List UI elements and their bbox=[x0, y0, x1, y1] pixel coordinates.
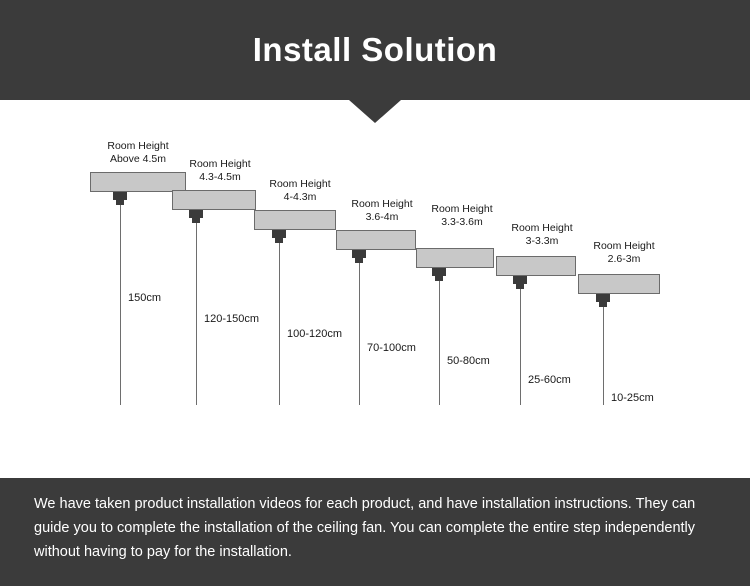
room-height-label: Room Height 3.3-3.6m bbox=[431, 203, 493, 228]
fan-mount-bracket bbox=[352, 250, 366, 258]
drop-length-label: 120-150cm bbox=[204, 313, 260, 325]
ceiling-slab bbox=[578, 274, 660, 294]
downrod bbox=[359, 263, 360, 405]
drop-length-label: 25-60cm bbox=[528, 374, 571, 386]
fan-mount-bracket bbox=[113, 192, 127, 200]
room-height-label: Room Height 3-3.3m bbox=[511, 222, 573, 247]
drop-length-label: 150cm bbox=[128, 292, 162, 304]
drop-length-label: 70-100cm bbox=[367, 342, 416, 354]
downrod bbox=[279, 243, 280, 405]
fan-mount-bracket bbox=[189, 210, 203, 218]
footer-description: We have taken product installation videos for each product, and have installation instructions. They can guide you to complete the installation of the ceiling fan. You can complete the entire step independently without having to pay for the installation. bbox=[34, 496, 696, 560]
ceiling-slab bbox=[336, 230, 416, 250]
drop-length-label: 10-25cm bbox=[611, 392, 654, 404]
header-banner bbox=[0, 0, 750, 100]
installation-height-diagram bbox=[0, 110, 750, 470]
downrod bbox=[196, 223, 197, 405]
footer-banner bbox=[0, 478, 750, 586]
fan-mount-bracket bbox=[596, 294, 610, 302]
ceiling-slab bbox=[416, 248, 494, 268]
room-height-label: Room Height 4-4.3m bbox=[269, 178, 331, 203]
downrod bbox=[603, 307, 604, 405]
room-height-label: Room Height Above 4.5m bbox=[107, 140, 169, 165]
downrod bbox=[520, 289, 521, 405]
ceiling-slab bbox=[496, 256, 576, 276]
fan-mount-bracket bbox=[432, 268, 446, 276]
ceiling-slab bbox=[254, 210, 336, 230]
drop-length-label: 50-80cm bbox=[447, 355, 490, 367]
room-height-label: Room Height 3.6-4m bbox=[351, 198, 413, 223]
downrod bbox=[439, 281, 440, 405]
room-height-label: Room Height 4.3-4.5m bbox=[189, 158, 251, 183]
drop-length-label: 100-120cm bbox=[287, 328, 343, 340]
page-title: Install Solution bbox=[252, 31, 498, 68]
ceiling-slab bbox=[172, 190, 256, 210]
room-height-label: Room Height 2.6-3m bbox=[593, 240, 655, 265]
fan-mount-bracket bbox=[272, 230, 286, 238]
downrod bbox=[120, 205, 121, 405]
fan-mount-bracket bbox=[513, 276, 527, 284]
